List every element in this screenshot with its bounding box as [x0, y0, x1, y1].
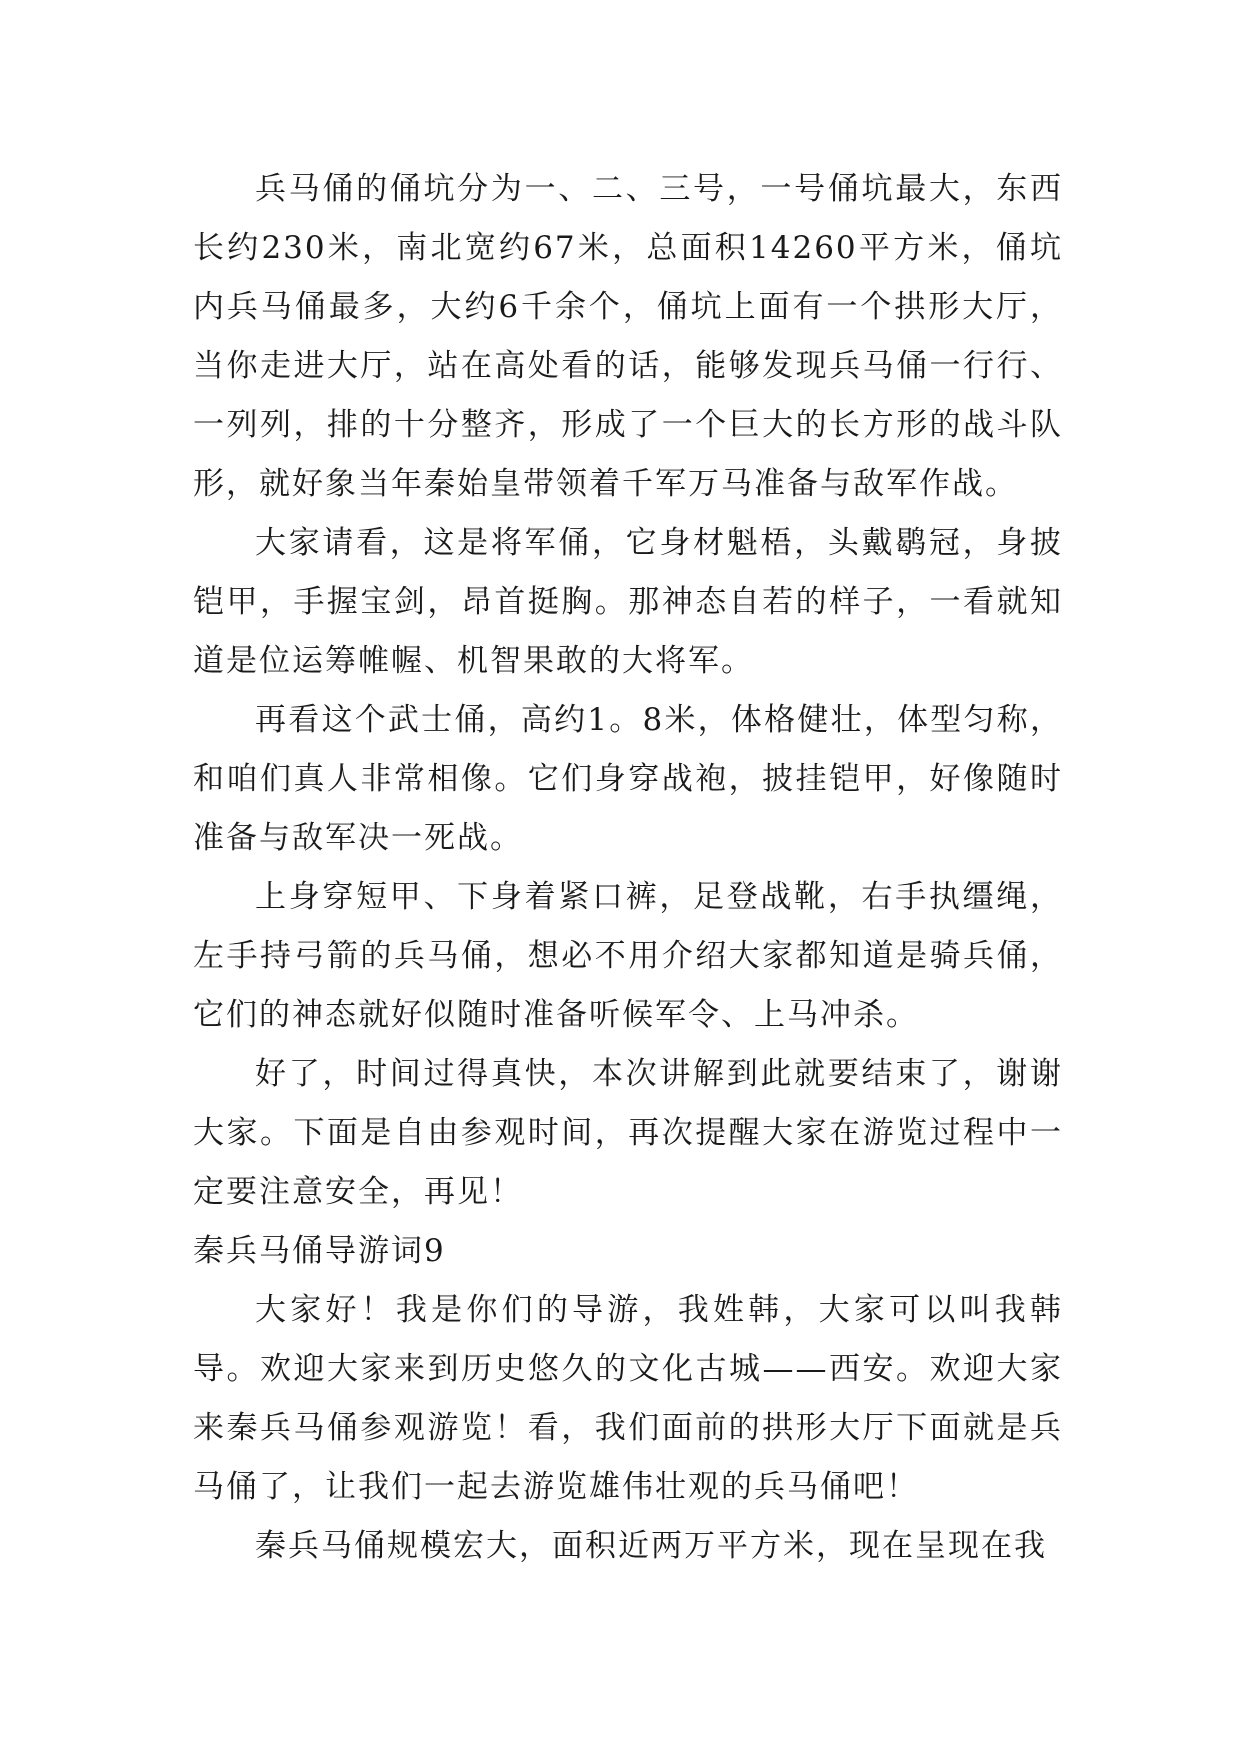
section-heading: 秦兵马俑导游词9 — [193, 1233, 446, 1269]
paragraph-warrior-figure: 再看这个武士俑，高约1。8米，体格健壮，体型匀称，和咱们真人非常相像。它们身穿战袍，披挂铠甲，好像随时准备与敌军决一死战。 — [193, 702, 1063, 856]
paragraph-closing: 好了，时间过得真快，本次讲解到此就要结束了，谢谢大家。下面是自由参观时间，再次提醒大家在游览过程中一定要注意安全，再见！ — [193, 1056, 1063, 1210]
paragraph-scale: 秦兵马俑规模宏大，面积近两万平方米，现在呈现在我 — [255, 1528, 1047, 1564]
paragraph-greeting: 大家好！我是你们的导游，我姓韩，大家可以叫我韩导。欢迎大家来到历史悠久的文化古城——西安。欢迎大家来秦兵马俑参观游览！看，我们面前的拱形大厅下面就是兵马俑了，让我们一起去游览雄伟壮观的兵马俑吧！ — [193, 1292, 1063, 1505]
paragraph-general-figure: 大家请看，这是将军俑，它身材魁梧，头戴鹖冠，身披铠甲，手握宝剑，昂首挺胸。那神态自若的样子，一看就知道是位运筹帷幄、机智果敢的大将军。 — [193, 525, 1063, 679]
document-body — [193, 160, 1063, 1576]
paragraph-pit-description: 兵马俑的俑坑分为一、二、三号，一号俑坑最大，东西长约230米，南北宽约67米，总面积14260平方米，俑坑内兵马俑最多，大约6千余个，俑坑上面有一个拱形大厅，当你走进大厅，站在高处看的话，能够发现兵马俑一行行、一列列，排的十分整齐，形成了一个巨大的长方形的战斗队形，就好象当年秦始皇带领着千军万马准备与敌军作战。 — [193, 171, 1063, 502]
paragraph-cavalry-figure: 上身穿短甲、下身着紧口裤，足登战靴，右手执缰绳，左手持弓箭的兵马俑，想必不用介绍大家都知道是骑兵俑，它们的神态就好似随时准备听候军令、上马冲杀。 — [193, 879, 1063, 1033]
